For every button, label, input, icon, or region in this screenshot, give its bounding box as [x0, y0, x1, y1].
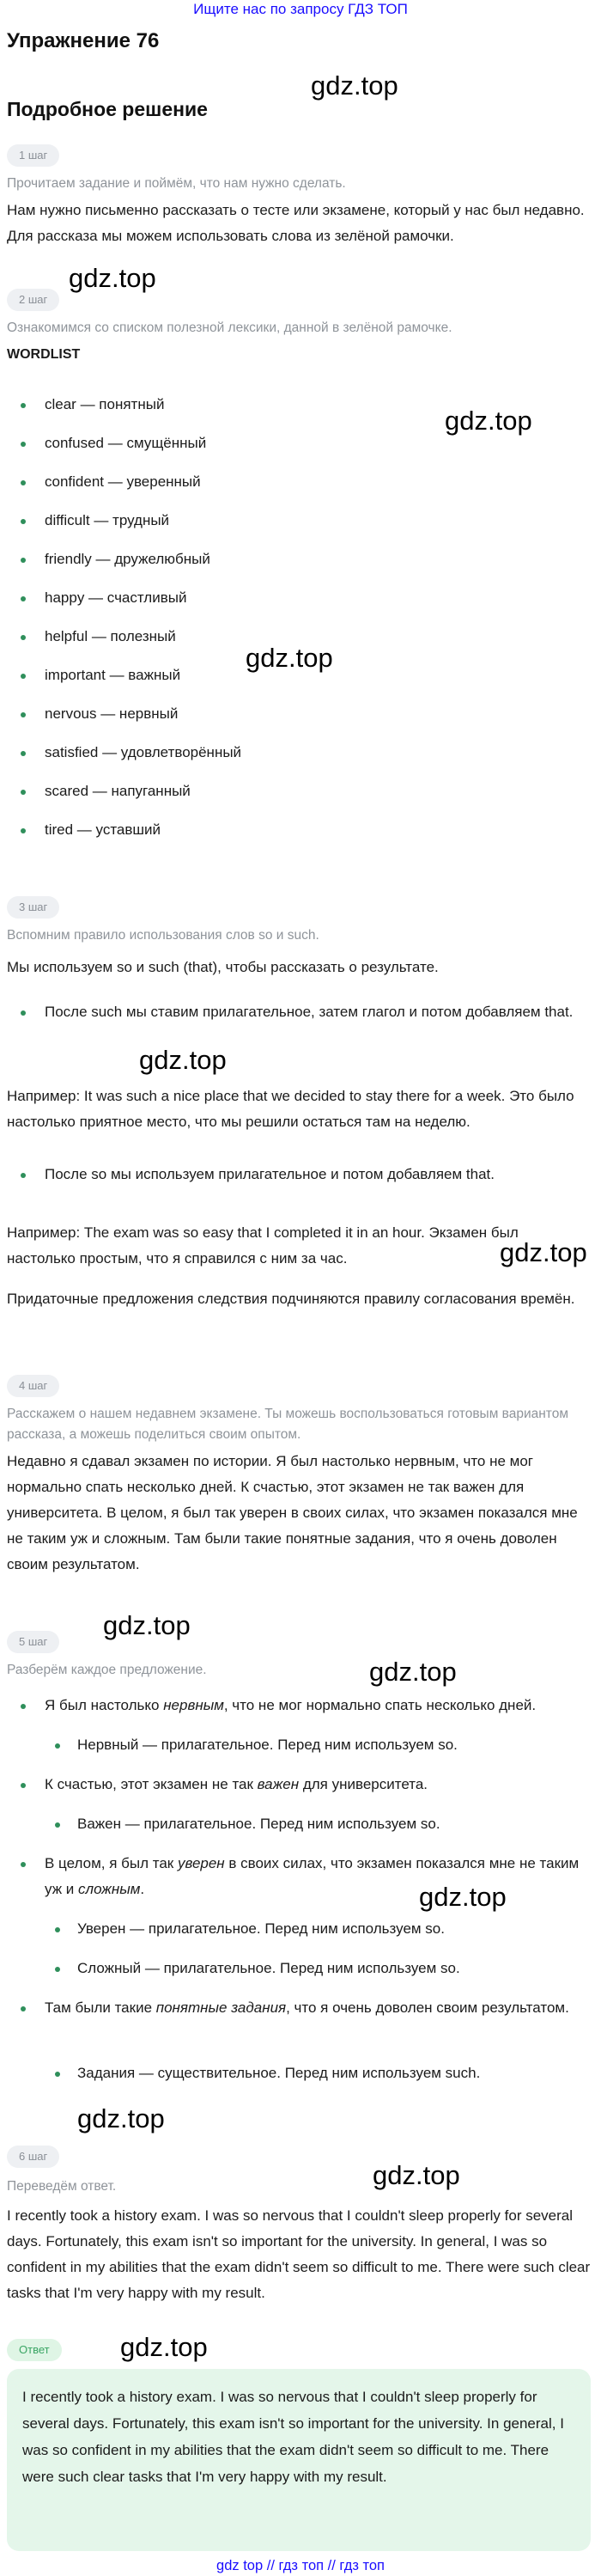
step-badge-2: 2 шаг	[7, 289, 59, 311]
step-1-text: Нам нужно письменно рассказать о тесте или экзамене, который у нас был недавно. Для рассказа мы можем использовать слова из зелёной рамочки.	[7, 202, 585, 244]
top-banner[interactable]: Ищите нас по запросу ГДЗ ТОП	[193, 1, 408, 17]
footer-link[interactable]: гдз топ	[278, 2558, 325, 2573]
footer-links	[0, 2556, 601, 2575]
step-badge-4: 4 шаг	[7, 1375, 59, 1397]
rule-bullet-such: После such мы ставим прилагательное, затем глагол и потом добавляем that.	[21, 999, 587, 1025]
watermark: gdz.top	[419, 1882, 507, 1912]
step-3-note: Придаточные предложения следствия подчиняются правилу согласования времён.	[7, 1291, 575, 1307]
list-item: helpful — полезный	[21, 624, 587, 650]
step-badge-3: 3 шаг	[7, 896, 59, 919]
sentence-bullet-3: В целом, я был так уверен в своих силах, что экзамен показался мне не таким уж и сложным.	[21, 1851, 587, 1902]
watermark: gdz.top	[373, 2160, 460, 2190]
watermark: gdz.top	[500, 1237, 587, 1267]
watermark: gdz.top	[139, 1045, 227, 1075]
sentence-analysis-4: Задания — существительное. Перед ним используем such.	[55, 2060, 587, 2086]
list-item: nervous — нервный	[21, 701, 587, 727]
step-6-intro: Переведём ответ.	[7, 2179, 117, 2194]
list-item: confused — смущённый	[21, 430, 587, 456]
watermark: gdz.top	[246, 643, 333, 673]
list-item: scared — напуганный	[21, 778, 587, 804]
sentence-analysis-1: Нервный — прилагательное. Перед ним используем so.	[55, 1732, 587, 1758]
list-item: tired — уставший	[21, 817, 587, 843]
step-4-intro: Расскажем о нашем недавнем экзамене. Ты можешь воспользоваться готовым вариантом рассказа, а можешь поделиться своим опытом.	[7, 1407, 569, 1442]
footer-separator: //	[266, 2558, 275, 2573]
list-item: confident — уверенный	[21, 469, 587, 495]
sentence-bullet-2: К счастью, этот экзамен не так важен для университета.	[21, 1772, 587, 1798]
list-item: difficult — трудный	[21, 508, 587, 534]
list-item: happy — счастливый	[21, 585, 587, 611]
list-item: satisfied — удовлетворённый	[21, 740, 587, 766]
list-item: friendly — дружелюбный	[21, 546, 587, 572]
watermark: gdz.top	[445, 406, 532, 436]
solution-heading: Подробное решение	[7, 98, 208, 120]
answer-text: I recently took a history exam. I was so nervous that I couldn't sleep properly for several days. Fortunately, this exam isn't so important for the university. In general, I was so confident in my abilities that the exam didn't seem so difficult to me. There were such clear tasks that I'm very happy with my result.	[22, 2389, 564, 2485]
watermark: gdz.top	[77, 2103, 165, 2133]
footer-link[interactable]: гдз топ	[339, 2558, 385, 2573]
watermark: gdz.top	[311, 70, 398, 101]
step-3-intro: Вспомним правило использования слов so и such.	[7, 928, 319, 943]
step-4-text: Недавно я сдавал экзамен по истории. Я был настолько нервным, что не мог нормально спать несколько дней. К счастью, этот экзамен не так важен для университета. В целом, я был так уверен в своих силах, что экзамен показался мне не таким уж и сложным. Там были такие понятные задания, что я очень доволен своим результатом.	[7, 1453, 578, 1572]
footer-link[interactable]: gdz top	[216, 2558, 264, 2573]
step-badge-5: 5 шаг	[7, 1631, 59, 1653]
sentence-analysis-2: Важен — прилагательное. Перед ним используем so.	[55, 1811, 587, 1837]
watermark: gdz.top	[103, 1610, 191, 1640]
sentence-analysis-3b: Сложный — прилагательное. Перед ним используем so.	[55, 1956, 587, 1981]
watermark: gdz.top	[69, 263, 156, 293]
page-title: Упражнение 76	[7, 29, 160, 52]
watermark: gdz.top	[120, 2332, 208, 2362]
sentence-bullet-4: Там были такие понятные задания, что я очень доволен своим результатом.	[21, 1995, 587, 2021]
watermark: gdz.top	[369, 1657, 457, 1687]
rule-bullet-so: После so мы используем прилагательное и потом добавляем that.	[21, 1162, 587, 1187]
example-so: Например: The exam was so easy that I completed it in an hour. Экзамен был настолько простым, что я справился с ним за час.	[7, 1224, 519, 1267]
step-6-text: I recently took a history exam. I was so nervous that I couldn't sleep properly for several days. Fortunately, this exam isn't so important for the university. In general, I was so confident in my abilities that the exam didn't seem so difficult to me. There were such clear tasks that I'm very happy with my result.	[7, 2207, 591, 2301]
example-such: Например: It was such a nice place that we decided to stay there for a week. Это было настолько приятное место, что мы решили остаться там на неделю.	[7, 1088, 574, 1130]
sentence-analysis-3a: Уверен — прилагательное. Перед ним используем so.	[55, 1916, 587, 1942]
answer-badge: Ответ	[7, 2339, 62, 2361]
footer-separator: //	[327, 2558, 336, 2573]
step-2-intro: Ознакомимся со списком полезной лексики, данной в зелёной рамочке.	[7, 320, 452, 335]
list-item: clear — понятный	[21, 392, 587, 418]
step-badge-6: 6 шаг	[7, 2146, 59, 2168]
step-1-intro: Прочитаем задание и поймём, что нам нужно сделать.	[7, 176, 346, 191]
step-badge-1: 1 шаг	[7, 144, 59, 167]
sentence-bullet-1: Я был настолько нервным, что не мог нормально спать несколько дней.	[21, 1693, 587, 1718]
wordlist-heading: WORDLIST	[7, 347, 81, 362]
step-5-intro: Разберём каждое предложение.	[7, 1663, 207, 1677]
list-item: important — важный	[21, 662, 587, 688]
step-3-text: Мы используем so и such (that), чтобы рассказать о результате.	[7, 959, 439, 975]
